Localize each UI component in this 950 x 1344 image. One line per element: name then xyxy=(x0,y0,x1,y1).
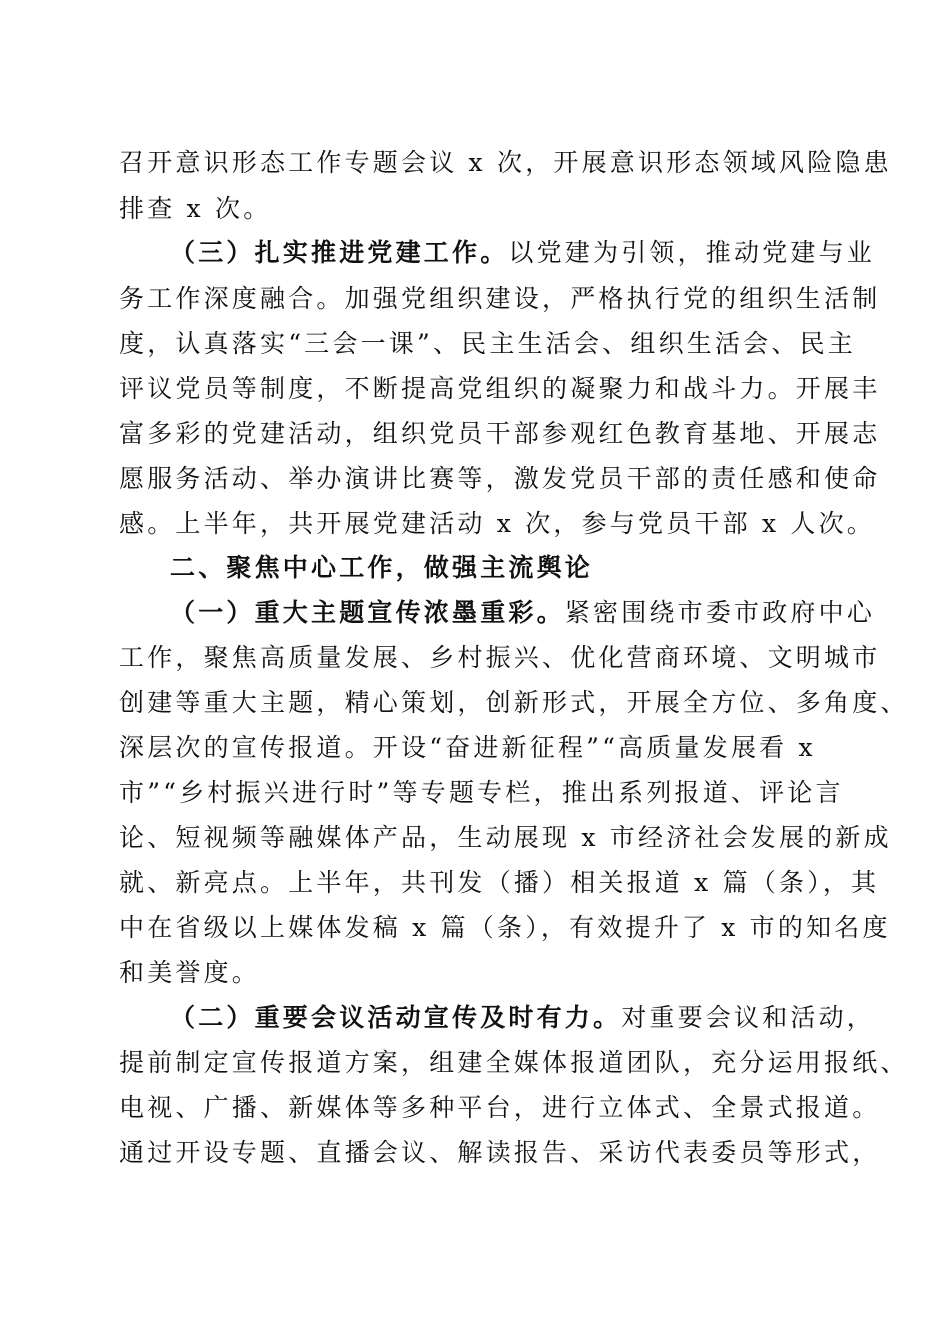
paragraph-line: 富多彩的党建活动，组织党员干部参观红色教育基地、开展志 xyxy=(119,419,881,448)
paragraph-line: 评议党员等制度，不断提高党组织的凝聚力和战斗力。开展丰 xyxy=(119,374,881,403)
section-heading: 二、聚焦中心工作，做强主流舆论 xyxy=(170,553,594,582)
paragraph-line: 市”“乡村振兴进行时”等专题专栏，推出系列报道、评论言 xyxy=(119,778,844,807)
section-1-title: （一）重大主题宣传浓墨重彩。 xyxy=(170,598,565,627)
paragraph-line: 排查 x 次。 xyxy=(119,194,272,223)
paragraph-text: 对重要会议和活动， xyxy=(621,1003,876,1032)
paragraph-line: 感。上半年，共开展党建活动 x 次，参与党员干部 x 人次。 xyxy=(119,509,875,538)
paragraph-line: 召开意识形态工作专题会议 x 次，开展意识形态领域风险隐患 xyxy=(119,148,892,177)
paragraph-line: 创建等重大主题，精心策划，创新形式，开展全方位、多角度、 xyxy=(119,688,909,717)
paragraph-line: 和美誉度。 xyxy=(119,958,261,987)
section-3-title: （三）扎实推进党建工作。 xyxy=(170,238,509,267)
paragraph-line: 度，认真落实“三会一课”、民主生活会、组织生活会、民主 xyxy=(119,329,856,358)
section-2-title: （二）重要会议活动宣传及时有力。 xyxy=(170,1003,622,1032)
paragraph-line: 论、短视频等融媒体产品，生动展现 x 市经济社会发展的新成 xyxy=(119,823,892,852)
paragraph-line: 深层次的宣传报道。开设“奋进新征程”“高质量发展看 x xyxy=(119,733,816,762)
paragraph-line: 提前制定宣传报道方案，组建全媒体报道团队，充分运用报纸、 xyxy=(119,1048,909,1077)
paragraph-line: 通过开设专题、直播会议、解读报告、采访代表委员等形式， xyxy=(119,1138,881,1167)
paragraph-line: 中在省级以上媒体发稿 x 篇（条），有效提升了 x 市的知名度 xyxy=(119,913,891,942)
paragraph-line: 电视、广播、新媒体等多种平台，进行立体式、全景式报道。 xyxy=(119,1093,881,1122)
paragraph-line: 就、新亮点。上半年，共刊发（播）相关报道 x 篇（条），其 xyxy=(119,868,880,897)
paragraph-text: 以党建为引领，推动党建与业 xyxy=(508,238,876,267)
paragraph-text: 紧密围绕市委市政府中心 xyxy=(564,598,876,627)
paragraph-line: 务工作深度融合。加强党组织建设，严格执行党的组织生活制 xyxy=(119,284,881,313)
section-3-line xyxy=(170,238,875,268)
paragraph-line: 愿服务活动、举办演讲比赛等，激发党员干部的责任感和使命 xyxy=(119,464,881,493)
paragraph-line: 工作，聚焦高质量发展、乡村振兴、优化营商环境、文明城市 xyxy=(119,643,881,672)
section-2-line xyxy=(170,1003,875,1033)
section-1-line xyxy=(170,598,875,628)
